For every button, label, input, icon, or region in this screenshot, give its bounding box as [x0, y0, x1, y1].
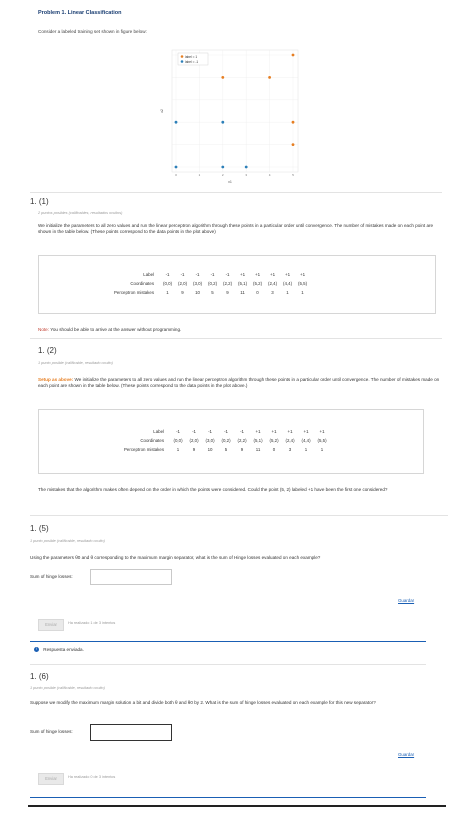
q2-row-mistakes: [124, 445, 330, 454]
q2-cell: -1: [240, 429, 244, 434]
q2-cell: (2,4): [285, 438, 295, 443]
x-tick-label: 2: [222, 173, 224, 177]
q2-row-coordinates: [124, 436, 330, 445]
q5-attempts-text: Ha realizado 1 de 3 intentos: [68, 621, 116, 625]
q5-status-line: [30, 641, 426, 642]
q2-question: The mistakes that the algorithm makes often depend on the order in which the points were considered. Could the point (5, 2) labeled +1 have been the first one considered?: [38, 487, 388, 492]
q1-cell: (2,0): [178, 281, 188, 286]
q2-cell: (5,5): [317, 438, 327, 443]
q2-paragraph-text: We initialize the parameters to all zero values and run the linear perceptron algorithm through these points in a particular order until convergence. The number of mistakes made on each point are shown in the table below. (These points correspond to the data points in the plot above.): [38, 377, 440, 389]
q1-cell: (5,1): [238, 281, 248, 286]
q5-status-text: Respuesta enviada.: [43, 647, 84, 652]
q1-cell: 1: [301, 290, 304, 295]
q1-cell: 1: [166, 290, 169, 295]
q2-cell: +1: [271, 429, 277, 434]
q2-perceptron-table: [124, 427, 330, 454]
section-divider: [30, 192, 442, 193]
plot-area: [172, 50, 298, 172]
q2-cell: (5,1): [253, 438, 263, 443]
q2-cell: 1: [304, 447, 308, 452]
q2-cell: +1: [255, 429, 261, 434]
data-point-positive: [292, 143, 295, 146]
q1-cell: (5,5): [298, 281, 308, 286]
q1-subtitle: 2 puntos posibles (calificables, resultados ocultos): [38, 211, 123, 215]
page-footer-line: [28, 805, 446, 807]
legend-marker-negative: [181, 60, 184, 63]
data-point-positive: [268, 76, 271, 79]
q2-cell: +1: [319, 429, 325, 434]
q6-hinge-loss-input[interactable]: [90, 724, 172, 741]
q2-cell: -1: [192, 429, 196, 434]
q1-cell: (0,2): [208, 281, 218, 286]
training-set-plot: [150, 42, 310, 187]
problem-title: Problem 1. Linear Classification: [38, 10, 122, 16]
legend-marker-positive: [181, 55, 184, 58]
q1-cell: (2,2): [223, 281, 233, 286]
q2-cell: 1: [320, 447, 324, 452]
data-point-negative: [175, 121, 178, 124]
q1-cell: -1: [165, 272, 170, 277]
q5-subtitle: 1 punto posible (calificable, resultado oculto): [30, 539, 105, 543]
q2-cell: (5,2): [269, 438, 279, 443]
q1-perceptron-table: [114, 270, 310, 297]
q6-submit-button[interactable]: Enviar: [38, 773, 64, 785]
q2-cell: (0,0): [173, 438, 183, 443]
x-axis-label: x1: [228, 180, 232, 184]
q1-cell: 9: [181, 290, 184, 295]
legend-label-negative: label = -1: [185, 59, 199, 64]
q2-cell: (4,4): [301, 438, 311, 443]
q1-cell: 11: [240, 290, 245, 295]
q2-row-header-label: Label: [153, 429, 165, 434]
data-point-negative: [175, 166, 178, 169]
q2-cell: +1: [303, 429, 309, 434]
q1-cell: +1: [270, 272, 276, 277]
legend-label-positive: label = 1: [185, 54, 198, 59]
q1-cell: +1: [255, 272, 261, 277]
data-point-negative: [221, 121, 224, 124]
q5-question: Using the parameters θ0 and θ corresponding to the maximum margin separator, what is the sum of Hinge losses evaluated on each example?: [30, 555, 321, 560]
q6-status-line: [30, 797, 426, 798]
q5-heading: 1. (5): [30, 524, 49, 533]
data-point-positive: [292, 54, 295, 57]
q1-cell: 5: [211, 290, 214, 295]
q2-cell: (2,2): [237, 438, 247, 443]
q1-note-label: Note:: [38, 327, 49, 332]
q2-row-label: [124, 427, 330, 436]
data-point-negative: [221, 166, 224, 169]
q5-hinge-loss-input[interactable]: [90, 569, 172, 585]
q1-cell: -1: [225, 272, 230, 277]
q2-cell: 10: [207, 447, 213, 452]
q5-status: [34, 647, 84, 652]
y-axis-label: x2: [160, 109, 164, 113]
q5-save-link[interactable]: Guardar: [398, 598, 415, 603]
q1-cell: 9: [226, 290, 229, 295]
q1-paragraph-text: We initialize the parameters to all zero values and run the linear perceptron algorithm through these points in a particular order until convergence. The number of mistakes made on each point are shown in the table below. (These points correspond to the data points in the plot above): [38, 223, 434, 235]
q6-field-label: Sum of hinge losses:: [30, 729, 73, 734]
x-tick-label: 1: [198, 173, 201, 177]
q1-row-header-label: Label: [143, 272, 155, 277]
x-tick-label: 4: [268, 173, 271, 177]
q1-cell: 0: [256, 290, 259, 295]
problem-intro: Consider a labeled training set shown in figure below:: [38, 29, 147, 34]
q1-cell: (3,0): [193, 281, 203, 286]
q2-cell: (2,0): [189, 438, 199, 443]
x-tick-label: 5: [292, 173, 294, 177]
q2-cell: 9: [192, 447, 196, 452]
q1-cell: -1: [210, 272, 215, 277]
q1-cell: 3: [271, 290, 274, 295]
q2-cell: -1: [224, 429, 228, 434]
q1-cell: -1: [195, 272, 200, 277]
q1-row-coordinates: [114, 279, 310, 288]
x-tick-label: 0: [175, 173, 177, 177]
q2-cell: 9: [240, 447, 244, 452]
q2-heading: 1. (2): [38, 346, 57, 355]
q5-field-label: Sum of hinge losses:: [30, 574, 73, 579]
q1-row-header-coordinates: Coordinates: [130, 281, 155, 286]
q1-row-label: [114, 270, 310, 279]
q1-note: [38, 327, 181, 332]
q2-setup-label: Setup as above:: [38, 377, 74, 382]
info-icon: !: [36, 647, 37, 652]
q6-heading: 1. (6): [30, 672, 49, 681]
q6-attempts-text: Ha realizado 0 de 3 intentos: [68, 775, 116, 779]
q2-cell: (3,0): [205, 438, 215, 443]
q1-cell: (5,2): [253, 281, 263, 286]
q2-cell: 11: [255, 447, 261, 452]
q1-note-text: You should be able to arrive at the answer without programming.: [50, 327, 182, 332]
q2-cell: +1: [287, 429, 293, 434]
q1-cell: 10: [195, 290, 200, 295]
data-point-positive: [292, 121, 295, 124]
section-divider: [30, 515, 448, 516]
q2-cell: 1: [176, 447, 180, 452]
q2-row-header-mistakes: Perceptron mistakes: [124, 447, 165, 452]
q1-heading: 1. (1): [30, 197, 49, 206]
q2-cell: 5: [224, 447, 228, 452]
q2-row-header-coordinates: Coordinates: [140, 438, 165, 443]
q6-save-link[interactable]: Guardar: [398, 752, 415, 757]
q2-subtitle: 1 punto posible (calificable, resultado oculto): [38, 361, 113, 365]
q1-cell: 1: [286, 290, 289, 295]
q2-cell: 0: [272, 447, 276, 452]
q1-cell: -1: [180, 272, 185, 277]
section-divider: [30, 338, 442, 339]
plot-legend: [178, 53, 208, 65]
q2-cell: 3: [288, 447, 292, 452]
q1-cell: +1: [285, 272, 291, 277]
section-divider: [30, 664, 426, 665]
q6-question: Suppose we modify the maximum margin solution a bit and divide both θ and θ0 by 2. What is the sum of hinge losses evaluated on each example for this new separator?: [30, 700, 376, 705]
q2-cell: (0,2): [221, 438, 231, 443]
q2-paragraph: [38, 377, 442, 390]
q5-submit-button[interactable]: Enviar: [38, 619, 64, 631]
q2-cell: -1: [176, 429, 180, 434]
q6-subtitle: 1 punto posible (calificable, resultado oculto): [30, 686, 105, 690]
q1-row-mistakes: [114, 288, 310, 297]
q1-cell: (2,4): [268, 281, 278, 286]
q2-cell: -1: [208, 429, 212, 434]
q1-cell: (4,4): [283, 281, 293, 286]
data-point-negative: [245, 166, 248, 169]
q1-cell: +1: [240, 272, 246, 277]
q1-paragraph: [38, 223, 442, 236]
data-point-positive: [221, 76, 224, 79]
x-tick-label: 3: [245, 173, 247, 177]
q1-cell: +1: [300, 272, 306, 277]
q1-row-header-mistakes: Perceptron mistakes: [114, 290, 155, 295]
x-ticks: [175, 173, 294, 177]
q1-cell: (0,0): [163, 281, 173, 286]
